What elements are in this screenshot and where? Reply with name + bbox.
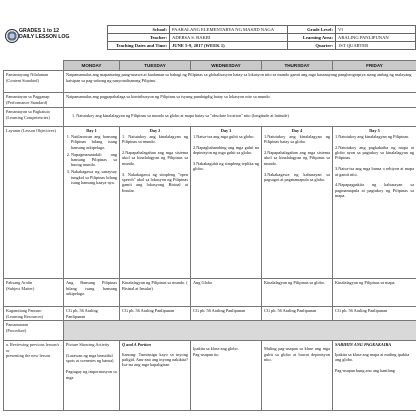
teacher-value: ADERSA S. BAKRI [170, 34, 288, 42]
learning-resources-label [4, 307, 64, 321]
review-day5 [333, 341, 417, 411]
review-day2-head: Q and A Portion [122, 342, 151, 348]
learning-competencies-row [4, 108, 417, 127]
subject-matter-day1: Ang Bansang Pilipinas bilang isang bansang arkipelago. [64, 279, 120, 307]
dates-label: Teaching Dates and Time: [108, 42, 170, 50]
daily-lesson-log-page [3, 3, 416, 419]
school-value: PAARALANG ELEMENTARYA NG MASJID NAGA [170, 26, 288, 34]
dates-value: JUNE 5-9, 2017 (WEEK 1) [170, 42, 288, 50]
objectives-day2-text: 1. Natutukoy ang kinalalagyan ng Pilipinas sa mundo. 2.Napapahalagahan ang mga sistema ukol sa kinalalagyan ng Pilipinas sa mundo. 3. Nakakagawa ng simpleng "open speech" ukol sa lokasyon ng Pilipinas gamit ang lokasyong Bisinal at Insular. [122, 133, 188, 193]
performance-standard-label [4, 93, 64, 108]
subject-matter-day5: Kinalalagyan ng Pilipinas sa mapa. [333, 279, 417, 307]
objectives-day2-head: Day 2 [149, 128, 161, 134]
procedure-label-1: Pamamaraan [6, 322, 29, 328]
subject-matter-day3: Ang Globo [191, 279, 262, 307]
review-day5-text: Ipakita sa klase ang mapa at muling ipakita ang globo. Pag-usapan kung ano ang kanilang [335, 351, 410, 373]
learning-competencies-label [4, 108, 64, 127]
subject-matter-label-1: Paksang Aralin [6, 280, 33, 286]
area-label: Learning Area: [288, 34, 336, 42]
performance-standard-label-1: Pamantayan sa Pagganap [6, 94, 50, 100]
list-item: 2. Napagmamatakili ang bansang Pilipinas sa buong mundo. [71, 152, 117, 168]
day-header-row [4, 61, 417, 71]
learning-competencies-label-2: (Learning Competencies) [6, 114, 50, 120]
learning-resources-label-2: (Learning Resources) [6, 313, 44, 319]
procedure-shaded-band [64, 321, 417, 341]
subject-matter-row [4, 279, 417, 307]
performance-standard-text: Naipamamalas ang pagpapahalaga sa kontribusyon ng Pilipinas sa isyung pandaigdig batay sa lokasyon nito sa mundo. [64, 93, 417, 108]
learning-resources-day2: CG ph. 56 Araling Panlipunan [120, 307, 191, 321]
learning-resources-row [4, 307, 417, 321]
content-standard-label-2: (Content Standard) [6, 77, 39, 83]
performance-standard-row [4, 93, 417, 108]
review-label-1: a. Reviewing previous lesson/s or [6, 342, 60, 353]
day-monday: MONDAY [64, 61, 120, 71]
objectives-day1 [64, 127, 120, 279]
grades-title [19, 28, 69, 40]
objectives-label: Layunin (Lesson Objectives) [4, 127, 64, 279]
objectives-day5-text: 1.Natutukoy ang kinalalagyan ng Pilipinas. 2.Natutukoy ang pagkakaiba ng mapa at globo ayon sa pagtukoy sa kinalalagyan ng Pilipinas. 3.Naisa-isa ang mga bansa o rehiyon at mapa at gamit nito. 4.Napapagpakita ng kahusayan sa pagmamapula at pagtukoy ng Pilipinas sa mapa. [335, 133, 414, 199]
objectives-row [4, 127, 417, 279]
review-day3: Ipakita sa klase ang globo. Pag-usapan ito. [191, 341, 262, 411]
review-day1: Picture Showing Activity (Larawan ng mga beautiful spots at sceneries ng bansa) Pagtugay ng impormasyon sa mga [64, 341, 120, 411]
quarter-label: Quarter: [288, 42, 336, 50]
day-friday: FRIDAY [333, 61, 417, 71]
learning-resources-label-1: Kagamitang Panturo [6, 308, 42, 314]
deped-seal-icon [5, 29, 19, 43]
review-row [4, 341, 417, 411]
grade-label: Grade Level: [288, 26, 336, 34]
teacher-label: Teacher: [108, 34, 170, 42]
objectives-day4 [262, 127, 333, 279]
subject-matter-label [4, 279, 64, 307]
corner-cell [4, 61, 64, 71]
review-label [4, 341, 64, 411]
grade-value: VI [336, 26, 416, 34]
grades-line-2: DAILY LESSON LOG [19, 34, 70, 40]
learning-resources-day3: CG ph. 56 Araling Panlipunan [191, 307, 262, 321]
content-standard-label [4, 71, 64, 93]
school-label: School: [108, 26, 170, 34]
quarter-value: 1ST QUARTER [336, 42, 416, 50]
review-label-2: presenting the new lesson [6, 353, 51, 359]
area-value: ARALING PANLIPUNAN [336, 34, 416, 42]
subject-matter-label-2: (Subject Matter) [6, 285, 35, 291]
learning-resources-day4: CG ph. 56 Araling Panlipunan [262, 307, 333, 321]
review-day5-head: SABIHIN ANG PAGKAKAIBA [335, 342, 392, 348]
objectives-day1-list [66, 134, 117, 186]
subject-matter-day2: Kinalalagyan ng Pilipinas sa mundo. ( Bisinal at Insular) [120, 279, 191, 307]
objectives-day5-head: Day 5 [369, 128, 380, 134]
objectives-day3-text: 1.Naisa-isa ang mga guhit sa globo. 2.Napaghahambing ang mga guhit na depinisyon ng mga guhit sa globo. 3.Nakakaguhit ng simpleng replika ng globo. [193, 133, 259, 172]
objectives-day2 [120, 127, 191, 279]
objectives-day3-head: Day 3 [220, 128, 232, 134]
learning-competencies-label-1: Pamantayan sa Pagkatuto [6, 109, 50, 115]
grades-line-1: GRADES 1 to 12 [19, 28, 60, 34]
review-day2-text: Itanong: Tuminsign kayo sa inyong paligid. Anu-ano ang inyong nakikita? Isa-isa ang mga kapaligiran [122, 351, 188, 368]
objectives-day5 [333, 127, 417, 279]
learning-resources-day1: CG ph. 56 Araling Panlipunan [64, 307, 120, 321]
list-item: 1. Naiilarawan ang bansang Pilipinas bilang isang bansang arkipelago. [71, 134, 117, 150]
learning-competencies-text: 1. Natutukoy ang kinalalagyan ng Pilipinas sa mundo sa globo at mapa batay sa "absolute location" nito (longitude at latitude) [64, 108, 417, 127]
objectives-day3 [191, 127, 262, 279]
procedure-label [4, 321, 64, 341]
content-standard-row [4, 71, 417, 93]
content-standard-label-1: Pamantayang Nilalaman [6, 72, 49, 78]
objectives-day4-text: 1.Natutukoy ang kinalalagyan ng Pilipinas batay sa globo. 2.Napapahalagahan ang mga sistema ukol sa kinalalagyan ng Pilipinas sa mundo. 3.Nakakagawa ng kahusayan sa pagsagot at pagmamapula sa globo. [264, 133, 330, 183]
performance-standard-label-2: (Performance Standard) [6, 99, 48, 105]
subject-matter-day4: Kinalalagyan ng Pilipinas sa globo. [262, 279, 333, 307]
learning-resources-day5: CG ph. 56 Araling Panlipunan [333, 307, 417, 321]
objectives-day4-head: Day 4 [291, 128, 303, 134]
procedure-label-2: (Procedure) [6, 327, 27, 333]
review-day2 [120, 341, 191, 411]
review-day4: Muling pag-usapan sa klase ang mga guhit sa globo at bawat depinisyon nito. [262, 341, 333, 411]
header-info-table [107, 25, 416, 50]
content-standard-text: Naipamamalas ang mapanuring pang-unawa at kaalaman sa bahagi ng Pilipinas sa globalisasyon batay sa lokasyon nito sa mundo gamit ang mga kasanayang pangheograpiya atang ambag ng malayang kaisipan sa pag-usbong ng nasyonalismong Pilipino. [64, 71, 417, 93]
day-wednesday: WEDNESDAY [191, 61, 262, 71]
header [3, 25, 416, 59]
lesson-log-table [3, 60, 416, 411]
day-tuesday: TUESDAY [120, 61, 191, 71]
list-item: 3. Nakakagawa ng sanaysay tungkol sa Pilipinas bilang isang bansang kaaya-aya. [71, 169, 117, 185]
procedure-row [4, 321, 417, 341]
objectives-day1-head: Day 1 [86, 128, 97, 134]
day-thursday: THURSDAY [262, 61, 333, 71]
